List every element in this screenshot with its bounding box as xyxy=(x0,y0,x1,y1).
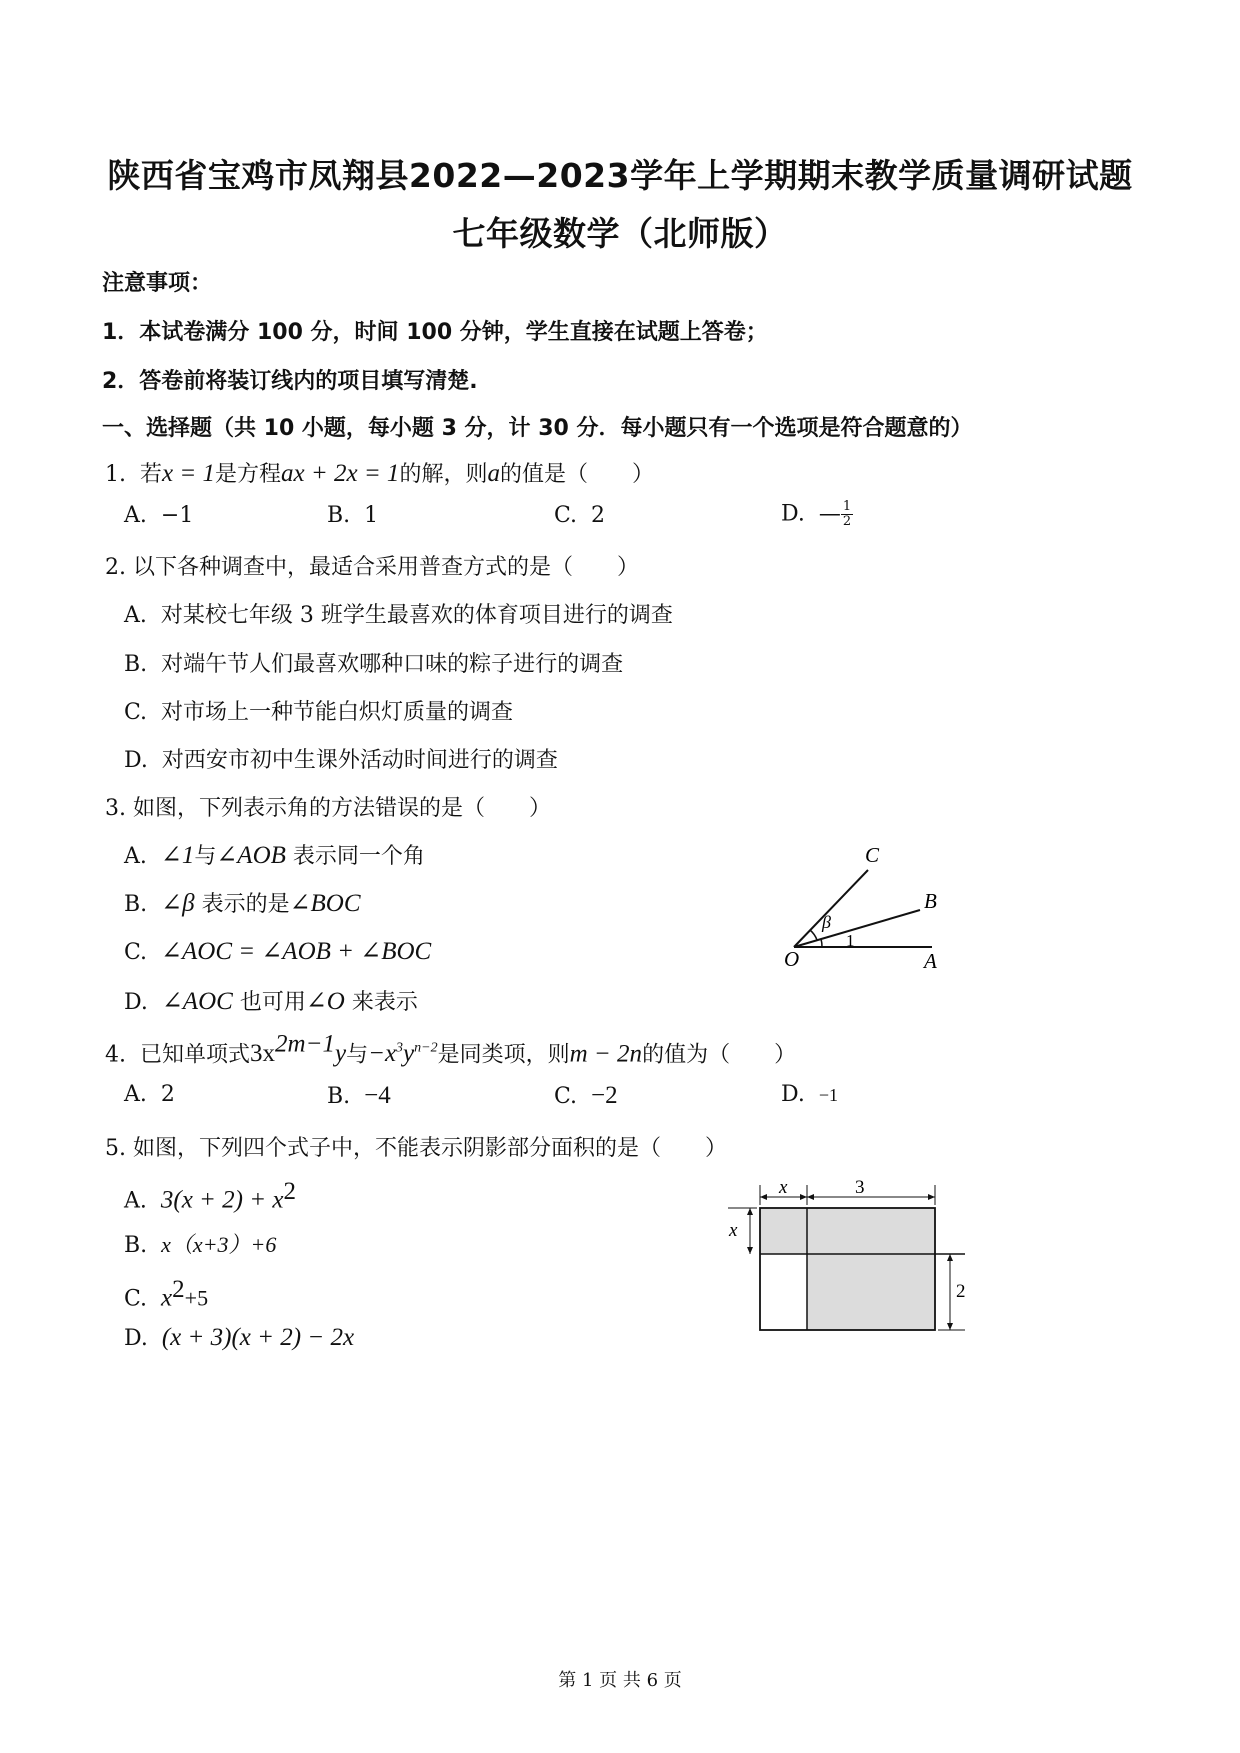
math-expression xyxy=(250,1031,347,1068)
math-expression: m − 2n xyxy=(569,1040,643,1068)
math-expression: ax + 2x = 1 xyxy=(281,460,400,487)
math-variable: y xyxy=(334,1040,347,1068)
label-b: B xyxy=(924,889,937,913)
question-number: 4. xyxy=(105,1042,126,1068)
question-number: 1. xyxy=(105,462,126,487)
label-o: O xyxy=(784,947,800,971)
option-text: −2 xyxy=(591,1082,618,1109)
option-letter: B. xyxy=(327,1084,351,1109)
option-text: 表示的是 xyxy=(201,892,290,917)
label-beta: β xyxy=(822,912,831,932)
option-letter: C. xyxy=(554,1084,578,1109)
section-heading: 一、选择题（共 10 小题，每小题 3 分，计 30 分．每小题只有一个选项是符合题意的） xyxy=(102,416,973,441)
math-expression: ∠O xyxy=(305,988,345,1015)
math-expression: ∠AOC = ∠AOB + ∠BOC xyxy=(161,938,432,965)
notes-heading: 注意事项： xyxy=(102,271,213,296)
q5-option-c[interactable] xyxy=(124,1276,208,1312)
option-text: −1 xyxy=(818,1085,839,1105)
q4-option-b[interactable] xyxy=(327,1082,391,1110)
option-letter: D. xyxy=(781,501,805,527)
note-item-2: 2．答卷前将装订线内的项目填写清楚. xyxy=(102,369,478,394)
question-text: 是同类项，则 xyxy=(437,1042,570,1068)
option-text: 表示同一个角 xyxy=(292,844,425,869)
question-3: 3. 如图，下列表示角的方法错误的是（ ） xyxy=(105,796,551,821)
q2-option-a[interactable] xyxy=(124,598,673,629)
question-text: 与 xyxy=(346,1042,369,1068)
option-letter: A. xyxy=(124,1188,147,1214)
q4-option-d[interactable] xyxy=(781,1082,838,1107)
question-5: 5. 如图，下列四个式子中，不能表示阴影部分面积的是（ ） xyxy=(105,1136,727,1161)
option-letter: B. xyxy=(124,1233,148,1258)
q5-option-b[interactable] xyxy=(124,1228,276,1259)
q2-option-c[interactable] xyxy=(124,695,513,726)
question-text: 的值为（ ） xyxy=(642,1042,797,1068)
note-item-1: 1．本试卷满分 100 分，时间 100 分钟，学生直接在试题上答卷； xyxy=(102,320,768,345)
shaded-bottom-right xyxy=(807,1254,935,1330)
option-letter: C. xyxy=(124,700,148,725)
option-text: 2 xyxy=(591,503,606,528)
angle-1-arc xyxy=(821,939,822,947)
option-letter: B. xyxy=(124,652,148,677)
option-letter: A. xyxy=(124,1082,147,1107)
exponent: 2 xyxy=(283,1178,296,1205)
option-letter: C. xyxy=(554,503,578,528)
q3-option-d[interactable] xyxy=(124,985,418,1016)
fraction xyxy=(841,500,853,529)
option-letter: C. xyxy=(124,1286,148,1312)
option-letter: D. xyxy=(124,748,148,773)
math-variable: y xyxy=(403,1040,415,1068)
fraction-denominator: 2 xyxy=(842,514,852,529)
option-letter: B. xyxy=(327,503,351,528)
option-text: 也可用 xyxy=(239,990,306,1015)
question-text: 的解，则 xyxy=(399,462,488,487)
exam-title: 陕西省宝鸡市凤翔县2022—2023学年上学期期末教学质量调研试题 xyxy=(107,156,1133,195)
option-text: −1 xyxy=(160,503,194,528)
math-expression: ∠AOC xyxy=(161,988,233,1015)
option-letter: A. xyxy=(124,603,147,628)
question-2: 2. 以下各种调查中，最适合采用普查方式的是（ ） xyxy=(105,555,639,580)
option-letter: D. xyxy=(124,990,148,1015)
label-top-x: x xyxy=(779,1177,788,1198)
question-1 xyxy=(105,457,654,488)
monomial-base: 3x xyxy=(250,1040,276,1068)
option-text: −4 xyxy=(364,1082,391,1109)
math-expression: 3(x + 2) + x xyxy=(160,1186,284,1214)
option-text: 对端午节人们最喜欢哪种口味的粽子进行的调查 xyxy=(161,652,624,677)
exponent: 3 xyxy=(396,1041,404,1056)
shaded-top-band xyxy=(760,1208,935,1254)
math-expression: ∠β xyxy=(161,890,195,917)
option-text: 2 xyxy=(160,1082,175,1107)
option-text: 1 xyxy=(364,503,379,528)
option-letter: C. xyxy=(124,940,148,965)
option-text: 来表示 xyxy=(351,990,418,1015)
option-letter: A. xyxy=(124,503,147,528)
math-expression xyxy=(368,1040,438,1067)
q5-option-a[interactable] xyxy=(124,1178,296,1214)
option-text: 对某校七年级 3 班学生最喜欢的体育项目进行的调查 xyxy=(160,603,673,628)
area-figure xyxy=(720,1175,980,1340)
angle-figure xyxy=(780,840,950,975)
option-text: 对西安市初中生课外活动时间进行的调查 xyxy=(161,748,558,773)
math-variable: x xyxy=(161,1284,173,1312)
q1-option-a[interactable] xyxy=(124,503,193,528)
option-text: 对市场上一种节能白炽灯质量的调查 xyxy=(161,700,514,725)
exam-subtitle: 七年级数学（北师版） xyxy=(452,214,788,253)
math-expression: +5 xyxy=(184,1285,209,1311)
math-expression: x = 1 xyxy=(162,460,215,487)
label-right-2: 2 xyxy=(956,1281,966,1302)
label-one: 1 xyxy=(846,931,855,950)
q3-option-c[interactable] xyxy=(124,936,431,966)
monomial-base: −x xyxy=(368,1040,397,1068)
math-expression: ∠1 xyxy=(160,842,195,869)
option-letter: A. xyxy=(124,844,147,869)
q4-option-a[interactable] xyxy=(124,1082,175,1107)
question-text: 是方程 xyxy=(214,462,281,487)
option-letter: B. xyxy=(124,892,148,917)
question-text: 的值是（ ） xyxy=(499,462,654,487)
option-letter: D. xyxy=(124,1326,148,1351)
exponent: n−2 xyxy=(414,1041,438,1056)
q5-option-d[interactable] xyxy=(124,1324,354,1352)
fraction-numerator: 1 xyxy=(842,499,852,514)
question-text: 已知单项式 xyxy=(140,1042,251,1068)
q2-option-b[interactable] xyxy=(124,647,623,678)
label-top-3: 3 xyxy=(855,1177,865,1198)
math-expression: ∠BOC xyxy=(289,890,361,917)
q1-option-c[interactable] xyxy=(554,503,605,528)
exponent: 2m−1 xyxy=(275,1031,335,1058)
option-text: 与 xyxy=(194,844,217,869)
label-c: C xyxy=(865,843,880,867)
math-expression: x（x+3）+6 xyxy=(161,1232,277,1257)
math-variable: a xyxy=(487,460,500,487)
question-text: 若 xyxy=(140,462,163,487)
label-a: A xyxy=(924,949,937,973)
q1-option-b[interactable] xyxy=(327,503,378,528)
math-expression: (x + 3)(x + 2) − 2x xyxy=(161,1324,355,1351)
q3-option-b[interactable] xyxy=(124,887,361,918)
q2-option-d[interactable] xyxy=(124,743,558,774)
exponent: 2 xyxy=(172,1276,185,1303)
angle-beta-arc xyxy=(810,930,817,940)
label-left-x: x xyxy=(729,1220,738,1241)
q3-option-a[interactable] xyxy=(124,839,425,870)
q4-option-c[interactable] xyxy=(554,1082,618,1110)
option-letter: D. xyxy=(781,1082,805,1107)
q1-option-d[interactable] xyxy=(781,500,853,529)
math-expression: ∠AOB xyxy=(216,842,286,869)
page-footer: 第 1 页 共 6 页 xyxy=(558,1670,682,1691)
question-4 xyxy=(105,1031,796,1068)
option-sign: — xyxy=(818,501,841,527)
